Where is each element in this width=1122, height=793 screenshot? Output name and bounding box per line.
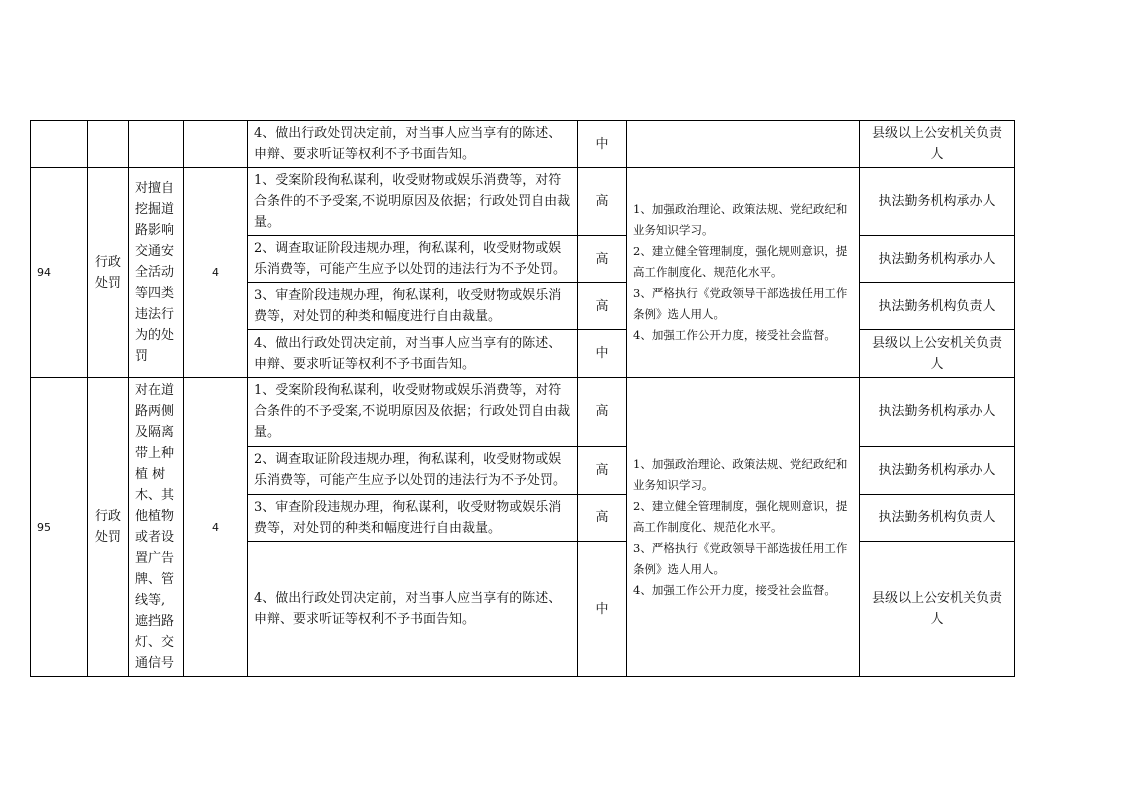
prevention-measures [627, 378, 860, 677]
measure-item: 3、严格执行《党政领导干部选拔任用工作条例》选人用人。 [633, 286, 848, 321]
item-name: 对擅自挖掘道路影响交通安全活动等四类违法行为的处罚 [129, 168, 184, 378]
risk-point-cell: 4、做出行政处罚决定前，对当事人应当享有的陈述、申辩、要求听证等权利不予书面告知。 [248, 542, 578, 677]
measure-item: 1、加强政治理论、政策法规、党纪政纪和业务知识学习。 [633, 202, 848, 237]
risk-table [30, 120, 1015, 677]
risk-level-cell: 中 [578, 121, 627, 168]
table-row [31, 378, 1015, 447]
risk-level-cell: 中 [578, 542, 627, 677]
responsible-cell: 执法勤务机构承办人 [860, 236, 1015, 283]
item-name: 对在道路两侧及隔离带上种植 树木、其他植物或者设置广告牌、管线等,遮挡路灯、交通信号 [129, 378, 184, 677]
prevention-measures [627, 168, 860, 378]
responsible-cell: 执法勤务机构负责人 [860, 494, 1015, 542]
responsible-cell: 执法勤务机构承办人 [860, 168, 1015, 236]
item-category: 行政处罚 [88, 378, 129, 677]
empty-cell [184, 121, 248, 168]
risk-point-cell: 1、受案阶段徇私谋利，收受财物或娱乐消费等，对符合条件的不予受案,不说明原因及依据；行政处罚自由裁量。 [248, 378, 578, 447]
item-category: 行政处罚 [88, 168, 129, 378]
item-number: 95 [31, 378, 88, 677]
responsible-cell: 县级以上公安机关负责人 [860, 121, 1015, 168]
risk-level-cell: 高 [578, 236, 627, 283]
risk-level-cell: 高 [578, 168, 627, 236]
risk-level-cell: 高 [578, 446, 627, 494]
measure-item: 4、加强工作公开力度，接受社会监督。 [633, 582, 836, 597]
risk-count: 4 [184, 378, 248, 677]
responsible-cell: 执法勤务机构负责人 [860, 283, 1015, 330]
responsible-cell: 县级以上公安机关负责人 [860, 542, 1015, 677]
risk-point-cell: 2、调查取证阶段违规办理，徇私谋利，收受财物或娱乐消费等，可能产生应予以处罚的违法行为不予处罚。 [248, 236, 578, 283]
risk-point-cell: 3、审查阶段违规办理，徇私谋利，收受财物或娱乐消费等，对处罚的种类和幅度进行自由裁量。 [248, 283, 578, 330]
measure-item: 3、严格执行《党政领导干部选拔任用工作条例》选人用人。 [633, 540, 848, 576]
measure-item: 1、加强政治理论、政策法规、党纪政纪和业务知识学习。 [633, 456, 848, 492]
risk-level-cell: 中 [578, 330, 627, 378]
item-number: 94 [31, 168, 88, 378]
responsible-cell: 执法勤务机构承办人 [860, 446, 1015, 494]
empty-cell [627, 121, 860, 168]
risk-point-cell: 3、审查阶段违规办理，徇私谋利，收受财物或娱乐消费等，对处罚的种类和幅度进行自由裁量。 [248, 494, 578, 542]
table-row [31, 168, 1015, 236]
risk-count: 4 [184, 168, 248, 378]
risk-level-cell: 高 [578, 494, 627, 542]
responsible-cell: 县级以上公安机关负责人 [860, 330, 1015, 378]
risk-point-cell: 1、受案阶段徇私谋利，收受财物或娱乐消费等，对符合条件的不予受案,不说明原因及依据；行政处罚自由裁量。 [248, 168, 578, 236]
risk-point-cell: 4、做出行政处罚决定前，对当事人应当享有的陈述、申辩、要求听证等权利不予书面告知。 [248, 330, 578, 378]
measure-item: 4、加强工作公开力度，接受社会监督。 [633, 328, 836, 342]
empty-cell [88, 121, 129, 168]
empty-cell [31, 121, 88, 168]
responsible-cell: 执法勤务机构承办人 [860, 378, 1015, 447]
risk-point-cell: 2、调查取证阶段违规办理，徇私谋利，收受财物或娱乐消费等，可能产生应予以处罚的违法行为不予处罚。 [248, 446, 578, 494]
risk-level-cell: 高 [578, 378, 627, 447]
measure-item: 2、建立健全管理制度，强化规则意识，提高工作制度化、规范化水平。 [633, 244, 848, 279]
empty-cell [129, 121, 184, 168]
measure-item: 2、建立健全管理制度，强化规则意识，提高工作制度化、规范化水平。 [633, 498, 848, 534]
risk-level-cell: 高 [578, 283, 627, 330]
risk-point-cell: 4、做出行政处罚决定前，对当事人应当享有的陈述、申辩、要求听证等权利不予书面告知。 [248, 121, 578, 168]
table-row [31, 121, 1015, 168]
